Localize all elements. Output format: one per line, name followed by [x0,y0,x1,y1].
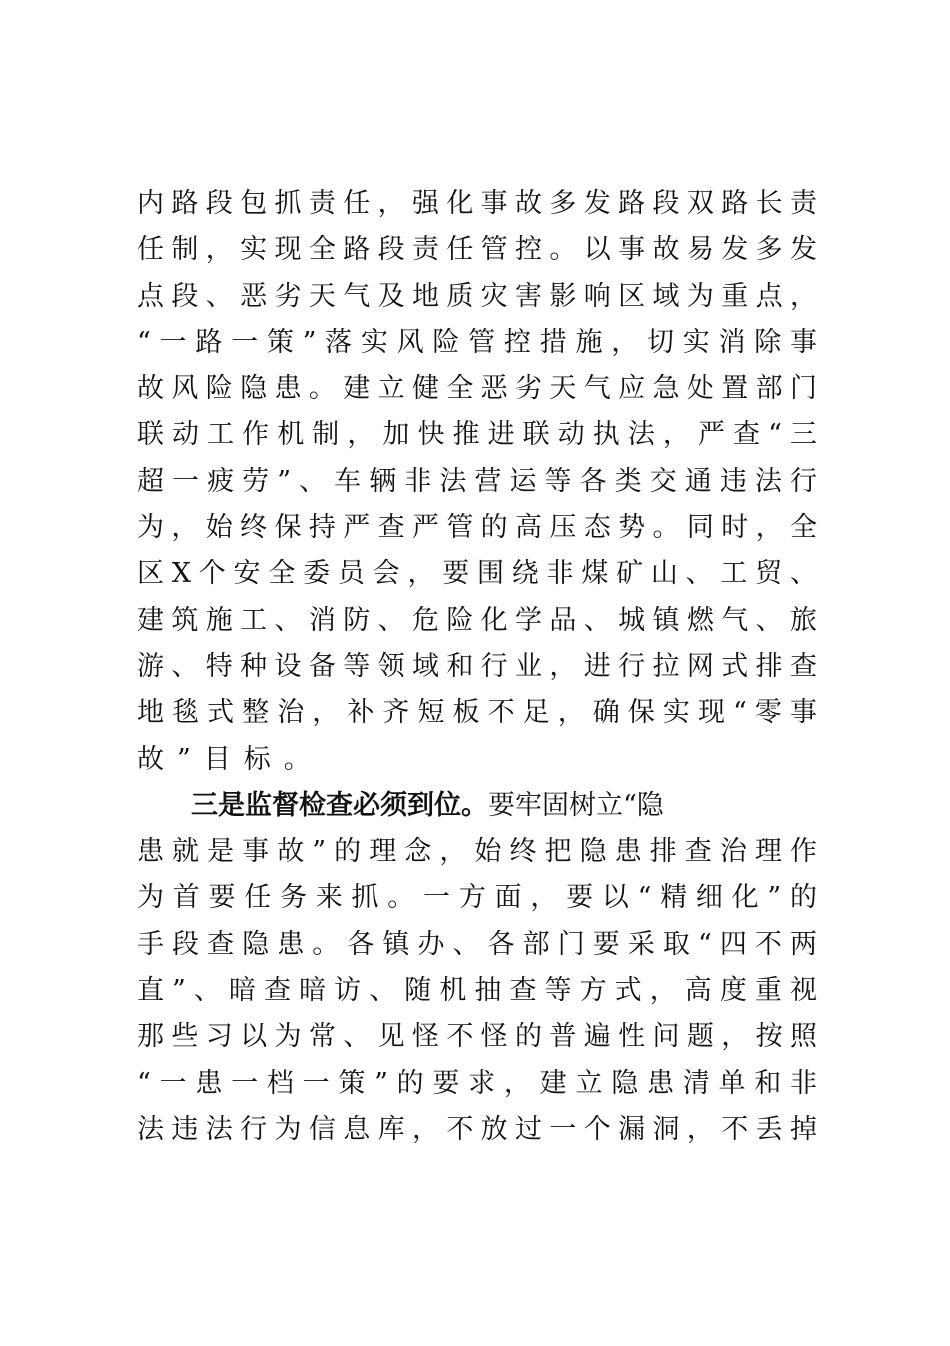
text-line: 法违法行为信息库，不放过一个漏洞，不丢掉 [137,1113,817,1145]
paragraph-2-first-line [137,783,817,829]
text-line: 那些习以为常、见怪不怪的普遍性问题，按照 [137,1021,817,1053]
paragraph-2-body [137,829,817,1153]
text-line: 任制，实现全路段责任管控。以事故易发多发 [137,234,817,266]
paragraph-1 [137,181,817,783]
paragraph-2-first-line-rest: 要牢固树立“隐 [488,789,664,821]
text-line: 为，始终保持严查严管的高压态势。同时，全 [137,512,817,544]
text-line: “一路一策”落实风险管控措施，切实消除事 [137,326,817,358]
text-line: 点段、恶劣天气及地质灾害影响区域为重点， [137,280,817,312]
text-line: 故风险隐患。建立健全恶劣天气应急处置部门 [137,373,817,405]
text-line: 联动工作机制，加快推进联动执法，严查“三 [137,419,817,451]
text-line: 游、特种设备等领域和行业，进行拉网式排查 [137,650,817,682]
text-line: 内路段包抓责任，强化事故多发路段双路长责 [137,188,817,219]
text-line: 直”、暗查暗访、随机抽查等方式，高度重视 [137,975,817,1007]
text-line: 手段查隐患。各镇办、各部门要采取“四不两 [137,928,817,960]
text-line: 建筑施工、消防、危险化学品、城镇燃气、旅 [137,604,817,636]
text-line: 区X个安全委员会，要围绕非煤矿山、工贸、 [137,558,817,590]
text-line: 超一疲劳”、车辆非法营运等各类交通违法行 [137,465,817,497]
body-text [137,181,817,1153]
text-line: 为首要任务来抓。一方面，要以“精细化”的 [137,882,817,914]
section-heading: 三是监督检查必须到位。 [191,789,488,821]
text-line: 患就是事故”的理念，始终把隐患排查治理作 [137,836,817,868]
text-line: “一患一档一策”的要求，建立隐患清单和非 [137,1067,817,1099]
paragraph-2 [137,783,817,1153]
text-line: 故”目标。 [137,743,324,775]
text-line: 地毯式整治，补齐短板不足，确保实现“零事 [137,697,817,729]
